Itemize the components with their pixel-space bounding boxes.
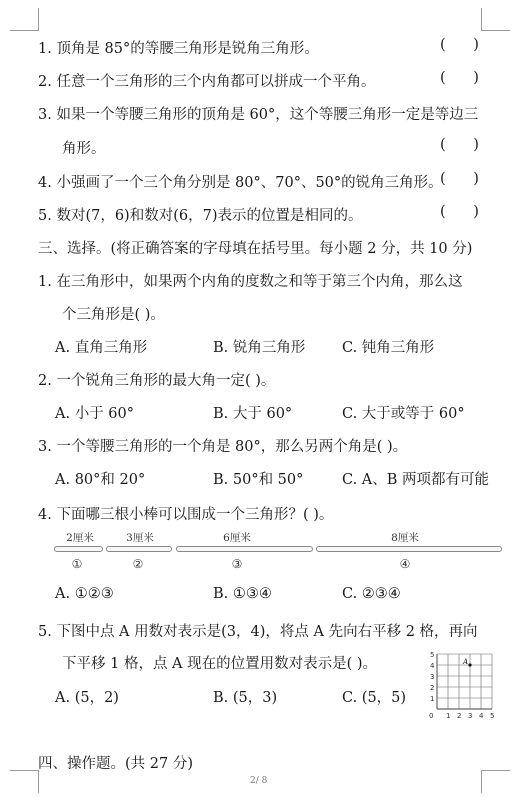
grid-y-label: 5 <box>430 651 435 659</box>
choice-1-option-a[interactable]: A. 直角三角形 <box>55 340 148 356</box>
point-a-dot <box>468 663 471 666</box>
stick-1-length: 2厘米 <box>66 532 94 544</box>
stick-2-label: ② <box>132 557 144 571</box>
stick-1 <box>54 546 103 552</box>
choice-question-5-continued: 下平移 1 格，点 A 现在的位置用数对表示是( )。 <box>62 656 378 672</box>
choice-question-2: 2. 一个锐角三角形的最大角一定( )。 <box>38 373 276 389</box>
choice-5-option-a[interactable]: A. (5，2) <box>55 690 119 706</box>
judge-answer-paren-1[interactable]: ( ) <box>440 37 479 53</box>
choice-4-option-b[interactable]: B. ①③④ <box>213 586 272 602</box>
judge-question-2: 2. 任意一个三角形的三个内角都可以拼成一个平角。 <box>38 74 376 90</box>
stick-4-label: ④ <box>399 557 411 571</box>
choice-4-option-a[interactable]: A. ①②③ <box>55 586 114 602</box>
judge-question-3-continued: 角形。 <box>62 141 106 157</box>
judge-question-5: 5. 数对(7，6)和数对(6，7)表示的位置是相同的。 <box>38 208 363 224</box>
stick-4 <box>316 546 502 552</box>
coordinate-grid-figure <box>425 647 505 723</box>
grid-labels <box>429 651 494 720</box>
crop-mark-top-left <box>10 8 39 31</box>
grid-y-label: 4 <box>430 662 435 670</box>
choice-3-option-a[interactable]: A. 80°和 20° <box>55 472 146 488</box>
choice-question-1-continued: 个三角形是( )。 <box>62 307 165 323</box>
choice-2-option-b[interactable]: B. 大于 60° <box>213 406 293 422</box>
crop-mark-top-right <box>481 8 510 31</box>
point-a-label: A <box>463 658 469 666</box>
choice-2-option-a[interactable]: A. 小于 60° <box>55 406 134 422</box>
judge-question-1: 1. 顶角是 85°的等腰三角形是锐角三角形。 <box>38 41 319 57</box>
stick-3-label: ③ <box>231 557 243 571</box>
stick-1-label: ① <box>71 557 83 571</box>
judge-answer-paren-2[interactable]: ( ) <box>440 70 479 86</box>
grid-x-label: 2 <box>457 712 462 720</box>
choice-question-5: 5. 下图中点 A 用数对表示是(3，4)，将点 A 先向右平移 2 格，再向 <box>38 624 478 640</box>
crop-mark-bottom-right <box>481 770 510 793</box>
choice-4-option-c[interactable]: C. ②③④ <box>342 586 401 602</box>
stick-2-length: 3厘米 <box>126 532 154 544</box>
stick-2 <box>106 546 172 552</box>
choice-5-option-c[interactable]: C. (5，5) <box>342 690 407 706</box>
grid-x-label: 1 <box>446 712 451 720</box>
judge-question-3: 3. 如果一个等腰三角形的顶角是 60°，这个等腰三角形一定是等边三 <box>38 107 479 123</box>
choice-question-3: 3. 一个等腰三角形的一个角是 80°，那么另两个角是( )。 <box>38 439 408 455</box>
choice-3-option-c[interactable]: C. A、B 两项都有可能 <box>342 472 490 488</box>
choice-question-4: 4. 下面哪三根小棒可以围成一个三角形？( )。 <box>38 507 334 523</box>
grid-x-label: 4 <box>479 712 484 720</box>
judge-answer-paren-3[interactable]: ( ) <box>440 137 479 153</box>
grid-y-label: 2 <box>430 684 435 692</box>
choice-1-option-b[interactable]: B. 锐角三角形 <box>213 340 306 356</box>
page-number: 2/ 8 <box>250 776 268 786</box>
choice-3-option-b[interactable]: B. 50°和 50° <box>213 472 304 488</box>
section-3-title: 三、选择。(将正确答案的字母填在括号里。每小题 2 分，共 10 分) <box>38 241 473 257</box>
stick-4-length: 8厘米 <box>391 532 419 544</box>
choice-1-option-c[interactable]: C. 钝角三角形 <box>342 340 435 356</box>
choice-2-option-c[interactable]: C. 大于或等于 60° <box>342 406 465 422</box>
stick-3 <box>176 546 313 552</box>
grid-origin-label: 0 <box>429 712 434 720</box>
choice-question-1: 1. 在三角形中，如果两个内角的度数之和等于第三个内角，那么这 <box>38 274 463 290</box>
grid-x-label: 5 <box>490 712 495 720</box>
choice-5-option-b[interactable]: B. (5，3) <box>213 690 278 706</box>
judge-answer-paren-5[interactable]: ( ) <box>440 204 479 220</box>
crop-mark-bottom-left <box>10 770 39 793</box>
grid-x-label: 3 <box>468 712 473 720</box>
section-4-title: 四、操作题。(共 27 分) <box>38 756 193 772</box>
grid-y-label: 1 <box>430 695 435 703</box>
judge-answer-paren-4[interactable]: ( ) <box>440 171 479 187</box>
judge-question-4: 4. 小强画了一个三个角分别是 80°、70°、50°的锐角三角形。 <box>38 175 443 191</box>
coordinate-grid-svg <box>425 647 505 723</box>
stick-3-length: 6厘米 <box>223 532 251 544</box>
grid-y-label: 3 <box>430 673 435 681</box>
